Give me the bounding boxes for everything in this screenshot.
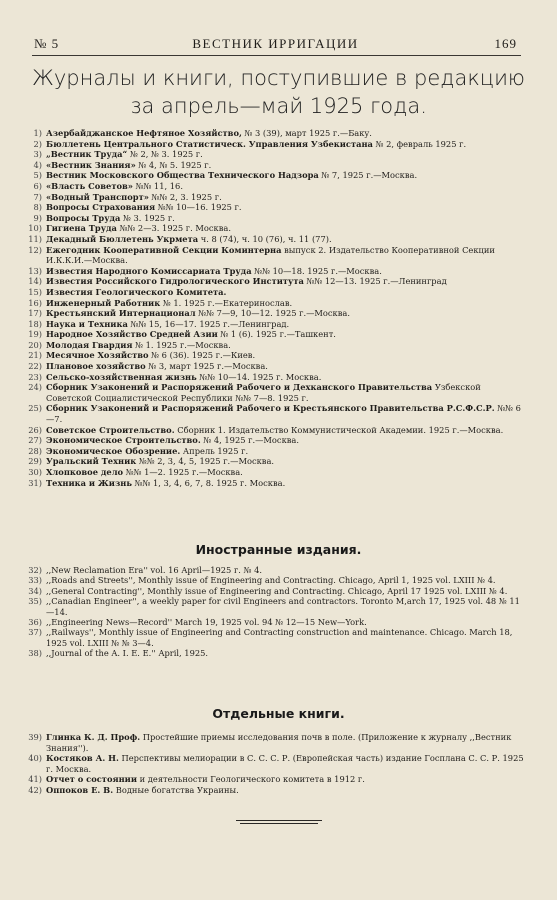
item-details: № 4, № 5. 1925 г. (135, 159, 212, 170)
item-details: № 1 (6). 1925 г.—Ташкент. (217, 329, 336, 340)
item-text (46, 361, 527, 372)
item-text (46, 287, 527, 298)
item-title: «Вестник Знания» (46, 159, 136, 170)
item-text (46, 319, 527, 330)
item-details: №№ 2—3. 1925 г. Москва. (116, 223, 231, 234)
item-number: 10) (28, 223, 42, 234)
item-details: № 3 (39), март 1925 г.—Баку. (241, 128, 372, 138)
item-number: 30) (28, 467, 42, 477)
list-item (28, 456, 527, 467)
item-text (46, 753, 527, 774)
item-number: 3) (33, 149, 42, 160)
page-title (20, 64, 537, 120)
item-number: 31) (28, 477, 42, 488)
item-text (46, 617, 527, 627)
item-details: Водные богатства Украины. (113, 784, 239, 795)
list-item (28, 435, 527, 446)
list-item (28, 181, 527, 192)
item-title: Сборник Узаконений и Распоряжений Рабочего и Крестьянского Правительства Р.С.Ф.С.Р. (46, 403, 495, 414)
item-title: Сборник Узаконений и Распоряжений Рабочего и Дехканского Правительства (46, 382, 433, 393)
item-text (46, 266, 527, 277)
list-item (28, 350, 527, 361)
item-title: Костяков А. Н. (46, 753, 119, 764)
item-number: 9) (33, 212, 42, 223)
item-text (46, 170, 527, 181)
item-title: Известия Народного Комиссариата Труда (46, 265, 252, 276)
item-title: „Вестник Труда“ (46, 149, 128, 160)
item-number: 2) (33, 138, 42, 149)
item-details: №№ 2, 3. 1925 г. (148, 191, 222, 202)
list-item (28, 774, 527, 785)
item-title: Наука и Техника (46, 318, 128, 329)
item-text (46, 329, 527, 340)
item-text (46, 139, 527, 150)
item-number: 13) (28, 265, 42, 276)
item-number: 22) (28, 361, 42, 372)
item-text (46, 202, 527, 213)
item-details: ,,Railways'', Monthly issue of Engineering and Contracting construction and maintenance. Chicago. March 18, 1925 vol. LXIII № № 3—4. (46, 627, 513, 648)
item-number: 40) (28, 753, 42, 764)
item-title: Плановое хозяйство (46, 361, 146, 372)
books-heading: Отдельные книги. (212, 706, 345, 721)
list-item (28, 596, 527, 617)
item-text (46, 308, 527, 319)
item-text (46, 340, 527, 351)
list-item (28, 627, 527, 648)
item-number: 15) (28, 286, 42, 297)
list-item (28, 361, 527, 372)
item-title: Оппоков Е. В. (46, 784, 114, 795)
item-text (46, 575, 527, 585)
item-details: Простейшие приемы исследования почв в поле. (Приложение к журналу ,,Вестник Знания''). (46, 732, 512, 753)
item-number: 27) (28, 435, 42, 446)
item-details: ,,Journal of the A. I. E. E.'' April, 1925. (46, 648, 209, 659)
list-item (28, 192, 527, 203)
title-line-2: за апрель—май 1925 года. (130, 94, 427, 118)
journal-name: ВЕСТНИК ИРРИГАЦИИ (192, 36, 359, 51)
list-item (28, 319, 527, 330)
item-number: 5) (33, 170, 42, 181)
item-title: Глинка К. Д. Проф. (46, 732, 141, 742)
item-number: 12) (28, 244, 42, 255)
item-details: № 2, февраль 1925 г. (372, 138, 467, 149)
list-item (28, 139, 527, 150)
item-title: Отчет о состоянии (46, 774, 137, 785)
item-details: № 4, 1925 г.—Москва. (200, 435, 300, 446)
item-title: Известия Геологического Комитета. (46, 286, 227, 297)
item-details: № 7, 1925 г.—Москва. (318, 170, 418, 181)
item-title: Вопросы Труда (46, 212, 121, 223)
item-title: Вестник Московского Общества Технического Надзора (46, 170, 319, 181)
item-details: № 3. 1925 г. (120, 212, 175, 223)
item-text (46, 213, 527, 224)
item-details: №№ 15, 16—17. 1925 г.—Ленинград. (127, 318, 290, 329)
list-item (28, 648, 527, 658)
list-item (28, 575, 527, 585)
item-text (46, 298, 527, 309)
list-item (28, 425, 527, 436)
item-details: №№ 10—16. 1925 г. (155, 202, 242, 213)
item-text (46, 586, 527, 596)
list-item (28, 340, 527, 351)
list-item (28, 160, 527, 171)
item-number: 39) (28, 732, 42, 742)
list-item (28, 565, 527, 575)
item-details: Узбекской Советской Социалистической Республики №№ 7—8. 1925 г. (46, 382, 481, 403)
item-text (46, 160, 527, 171)
list-item (28, 617, 527, 627)
item-title: Гигиена Труда (46, 223, 117, 234)
item-title: Крестьянский Интернационал (46, 308, 196, 319)
item-details: №№ 6—7. (46, 403, 521, 425)
list-item (28, 382, 527, 403)
item-text (46, 181, 527, 192)
list-item (28, 202, 527, 213)
foreign-list (28, 565, 527, 659)
item-details: ,,Canadian Engineer'', a weekly paper for civil Engineers and contractors. Toronto M,arch 17, 1925 vol. 48 № 11—14. (46, 596, 520, 617)
item-text (46, 456, 527, 467)
header-rule (32, 55, 521, 56)
item-number: 8) (33, 202, 42, 213)
domestic-list (28, 128, 527, 488)
list-item (28, 276, 527, 287)
item-text (46, 467, 527, 478)
item-title: Техника и Жизнь (46, 477, 132, 488)
item-text (46, 732, 527, 753)
item-details: ч. 8 (74), ч. 10 (76), ч. 11 (77). (198, 233, 332, 244)
item-details: № 3, март 1925 г.—Москва. (145, 361, 268, 372)
item-details: № 1. 1925 г.—Москва. (132, 339, 231, 350)
item-title: Уральский Техник (46, 456, 137, 467)
item-details: ,,Engineering News—Record'' March 19, 1925 vol. 94 № 12—15 New—York. (46, 617, 367, 628)
item-details: №№ 11, 16. (132, 180, 183, 191)
item-title: Декадный Бюллетень Укрмета (46, 233, 199, 244)
item-details: №№ 1—2. 1925 г.—Москва. (123, 467, 243, 477)
item-details: №№ 7—9, 10—12. 1925 г.—Москва. (195, 308, 350, 319)
item-text (46, 596, 527, 617)
list-item (28, 170, 527, 181)
item-text (46, 234, 527, 245)
item-number: 11) (28, 233, 42, 244)
item-title: Известия Российского Гидрологического Института (46, 276, 304, 287)
item-text (46, 774, 527, 785)
item-title: Советское Строительство. (46, 424, 175, 435)
item-details: Сборник 1. Издательство Коммунистической Академии. 1925 г.—Москва. (174, 424, 504, 435)
list-item (28, 586, 527, 596)
item-details: № 6 (36). 1925 г.—Киев. (148, 350, 256, 361)
books-list (28, 732, 527, 796)
item-title: Сельско-хозяйственная жизнь (46, 371, 197, 382)
item-number: 38) (28, 648, 42, 659)
list-item (28, 478, 527, 489)
item-details: №№ 1, 3, 4, 6, 7, 8. 1925 г. Москва. (131, 477, 286, 488)
item-text (46, 276, 527, 287)
item-text (46, 425, 527, 436)
item-number: 29) (28, 456, 42, 467)
item-number: 28) (28, 445, 42, 456)
item-text (46, 149, 527, 160)
item-title: Народное Хозяйство Средней Азии (46, 329, 218, 340)
item-number: 36) (28, 617, 42, 628)
item-number: 6) (33, 180, 42, 191)
list-item (28, 223, 527, 234)
list-item (28, 234, 527, 245)
list-item (28, 245, 527, 266)
list-item (28, 128, 527, 139)
item-text (46, 223, 527, 234)
item-title: «Водный Транспорт» (46, 191, 149, 202)
item-details: №№ 12—13. 1925 г.—Ленинград (303, 276, 447, 287)
list-item (28, 372, 527, 383)
item-text (46, 403, 527, 424)
item-text (46, 627, 527, 648)
item-number: 21) (28, 350, 42, 361)
item-text (46, 478, 527, 489)
item-text (46, 435, 527, 446)
list-item (28, 467, 527, 478)
item-title: Месячное Хозяйство (46, 350, 149, 361)
item-details: выпуск 2. Издательство Кооперативной Секции И.К.К.И.—Москва. (46, 244, 495, 266)
item-title: Экономическое Обозрение. (46, 445, 181, 456)
page-number: 169 (494, 36, 517, 51)
item-text (46, 192, 527, 203)
item-title: Вопросы Страхования (46, 202, 156, 213)
item-title: Бюллетень Центрального Статистическ. Управления Узбекистана (46, 138, 373, 149)
item-text (46, 446, 527, 457)
list-item (28, 785, 527, 796)
item-details: и деятельности Геологического комитета в 1912 г. (137, 774, 365, 785)
item-number: 42) (28, 784, 42, 795)
item-details: Апрель 1925 г. (180, 445, 249, 456)
item-text (46, 382, 527, 403)
item-number: 4) (33, 159, 42, 170)
item-number: 32) (28, 565, 42, 575)
list-item (28, 298, 527, 309)
list-item (28, 732, 527, 753)
item-number: 26) (28, 424, 42, 435)
item-number: 35) (28, 596, 42, 607)
item-details: ,,General Contracting'', Monthly issue of Engineering and Contracting. Chicago, April 17 1925 vol. LXIII № 4. (46, 585, 508, 596)
item-number: 17) (28, 308, 42, 319)
item-details: №№ 2, 3, 4, 5, 1925 г.—Москва. (136, 456, 275, 467)
item-text (46, 372, 527, 383)
item-number: 24) (28, 382, 42, 393)
item-title: Инженерный Работник (46, 297, 161, 308)
item-details: Перспективы мелиорации в С. С. С. Р. (Европейская часть) издание Госплана С. С. Р. 1925 г. Москва. (46, 753, 524, 774)
item-title: Ежегодник Кооперативной Секции Коминтерна (46, 244, 282, 255)
item-number: 16) (28, 297, 42, 308)
item-title: «Власть Советов» (46, 180, 133, 191)
list-item (28, 753, 527, 774)
running-head (34, 36, 517, 54)
item-text (46, 245, 527, 266)
issue-number: № 5 (34, 36, 60, 51)
item-text (46, 350, 527, 361)
item-text (46, 565, 527, 575)
list-item (28, 329, 527, 340)
list-item (28, 287, 527, 298)
item-text (46, 128, 527, 139)
item-details: № 2, № 3. 1925 г. (127, 149, 203, 160)
list-item (28, 308, 527, 319)
list-item (28, 446, 527, 457)
list-item (28, 213, 527, 224)
item-details: №№ 10—14. 1925 г. Москва. (196, 371, 322, 382)
list-item (28, 403, 527, 424)
item-number: 14) (28, 276, 42, 287)
list-item (28, 266, 527, 277)
item-number: 7) (33, 191, 42, 202)
item-number: 25) (28, 403, 42, 414)
item-number: 18) (28, 318, 42, 329)
item-number: 20) (28, 339, 42, 350)
item-details: ,,Roads and Streets'', Monthly issue of Engineering and Contracting. Chicago, April 1, 1925 vol. LXIII № 4. (46, 575, 496, 586)
item-number: 37) (28, 627, 42, 638)
item-number: 1) (33, 128, 42, 138)
item-number: 41) (28, 774, 42, 785)
list-item (28, 149, 527, 160)
item-number: 33) (28, 575, 42, 586)
item-title: Молодая Гвардия (46, 339, 133, 350)
title-line-1: Журналы и книги, поступившие в редакцию (32, 66, 525, 90)
item-title: Экономическое Строительство. (46, 435, 201, 446)
end-rule-top (236, 820, 322, 821)
item-number: 34) (28, 585, 42, 596)
end-rule-bottom (240, 823, 318, 824)
item-details: ,,New Reclamation Era'' vol. 16 April—1925 г. № 4. (46, 565, 262, 575)
item-title: Хлопковое дело (46, 467, 124, 477)
item-text (46, 785, 527, 796)
foreign-heading: Иностранные издания. (195, 542, 362, 557)
item-title: Азербайджанское Нефтяное Хозяйство, (46, 128, 242, 138)
item-text (46, 648, 527, 658)
item-number: 19) (28, 329, 42, 340)
item-number: 23) (28, 371, 42, 382)
item-details: № 1. 1925 г.—Екатеринослав. (160, 297, 293, 308)
item-details: №№ 10—18. 1925 г.—Москва. (251, 265, 382, 276)
